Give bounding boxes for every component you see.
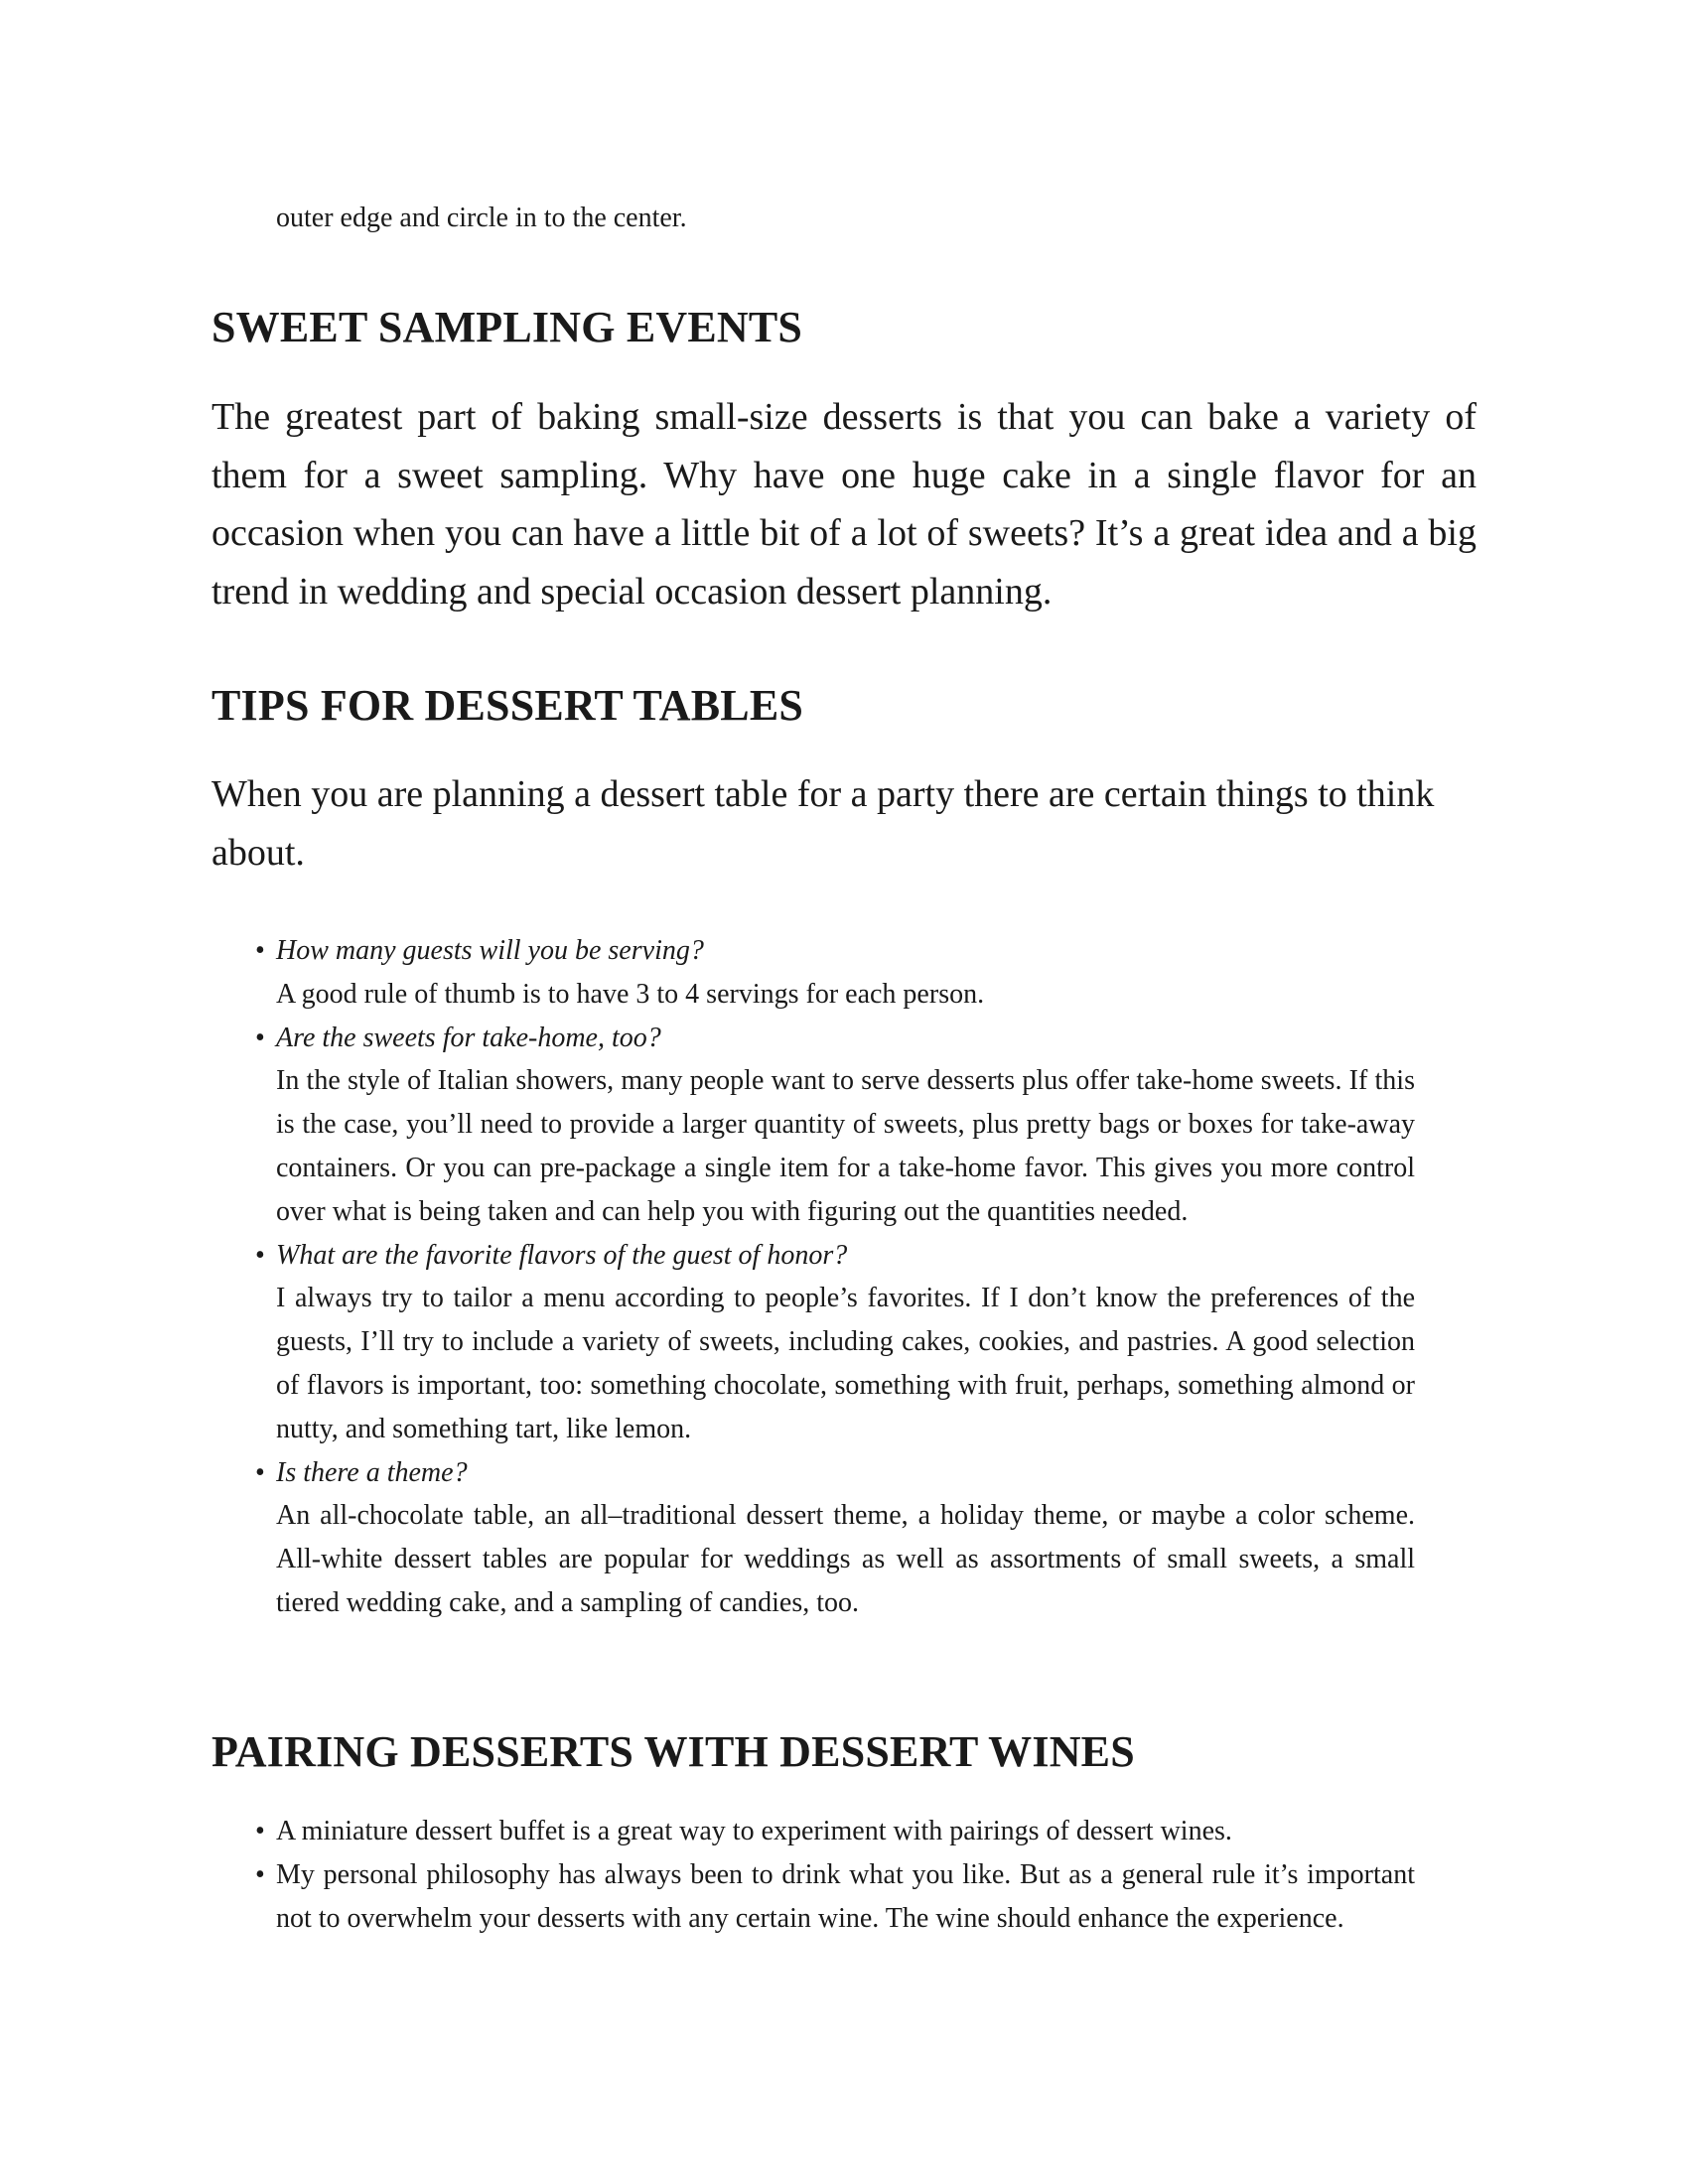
tip-answer: A good rule of thumb is to have 3 to 4 servings for each person. (276, 978, 985, 1010)
list-item (211, 929, 1415, 1017)
tip-question: Is there a theme? (276, 1456, 468, 1488)
tip-answer: In the style of Italian showers, many people want to serve desserts plus offer take-home sweets. If this is the case, you’ll need to provide a larger quantity of sweets, plus pretty bags or boxes for take-away containers. Or you can pre-package a single item for a take-home favor. This gives you more control over what is being taken and can help you with figuring out the quantities needed. (276, 1065, 1415, 1227)
list-item (211, 1017, 1415, 1234)
bullet: • (255, 935, 265, 966)
sweet-sampling-paragraph: The greatest part of baking small-size desserts is that you can bake a variety of them for a sweet sampling. Why have one huge cake in a single flavor for an occasion when you can have a little bit of a lot of sweets? It’s a great idea and a big trend in wedding and special occasion dessert planning. (211, 396, 1477, 613)
dessert-tables-intro: When you are planning a dessert table for a party there are certain things to think about. (211, 773, 1435, 874)
bullet: • (255, 1456, 265, 1488)
heading-tips-for-dessert-tables: TIPS FOR DESSERT TABLES (211, 681, 804, 730)
heading-sweet-sampling-events: SWEET SAMPLING EVENTS (211, 303, 803, 351)
tip-question: What are the favorite flavors of the guest of honor? (276, 1239, 848, 1271)
wine-tip-text: A miniature dessert buffet is a great way to experiment with pairings of dessert wines. (276, 1816, 1232, 1846)
tip-answer: An all-chocolate table, an all–traditional dessert theme, a holiday theme, or maybe a color scheme. All-white dessert tables are popular for weddings as well as assortments of small sweets, a small tiered wedding cake, and a sampling of candies, too. (276, 1500, 1415, 1618)
heading-pairing-desserts-with-dessert-wines: PAIRING DESSERTS WITH DESSERT WINES (211, 1727, 1135, 1776)
bullet: • (255, 1239, 265, 1271)
dessert-table-tips-list (211, 929, 1415, 1625)
bullet: • (255, 1022, 265, 1053)
list-item (211, 1810, 1415, 1853)
bullet: • (255, 1858, 265, 1890)
list-item (211, 1234, 1415, 1451)
tip-question: Are the sweets for take-home, too? (276, 1022, 661, 1053)
carry-over-text: outer edge and circle in to the center. (276, 203, 687, 233)
list-item (211, 1853, 1415, 1941)
tip-answer: I always try to tailor a menu according to people’s favorites. If I don’t know the preferences of the guests, I’ll try to include a variety of sweets, including cakes, cookies, and pastries. A good selection of flavors is important, too: something chocolate, something with fruit, perhaps, something almond or nutty, and something tart, like lemon. (276, 1283, 1415, 1444)
tip-question: How many guests will you be serving? (276, 935, 704, 966)
wine-tip-text: My personal philosophy has always been to drink what you like. But as a general rule it’s important not to overwhelm your desserts with any certain wine. The wine should enhance the experience. (276, 1858, 1415, 1934)
dessert-wines-list (211, 1810, 1415, 1940)
list-item (211, 1451, 1415, 1625)
bullet: • (255, 1816, 265, 1846)
